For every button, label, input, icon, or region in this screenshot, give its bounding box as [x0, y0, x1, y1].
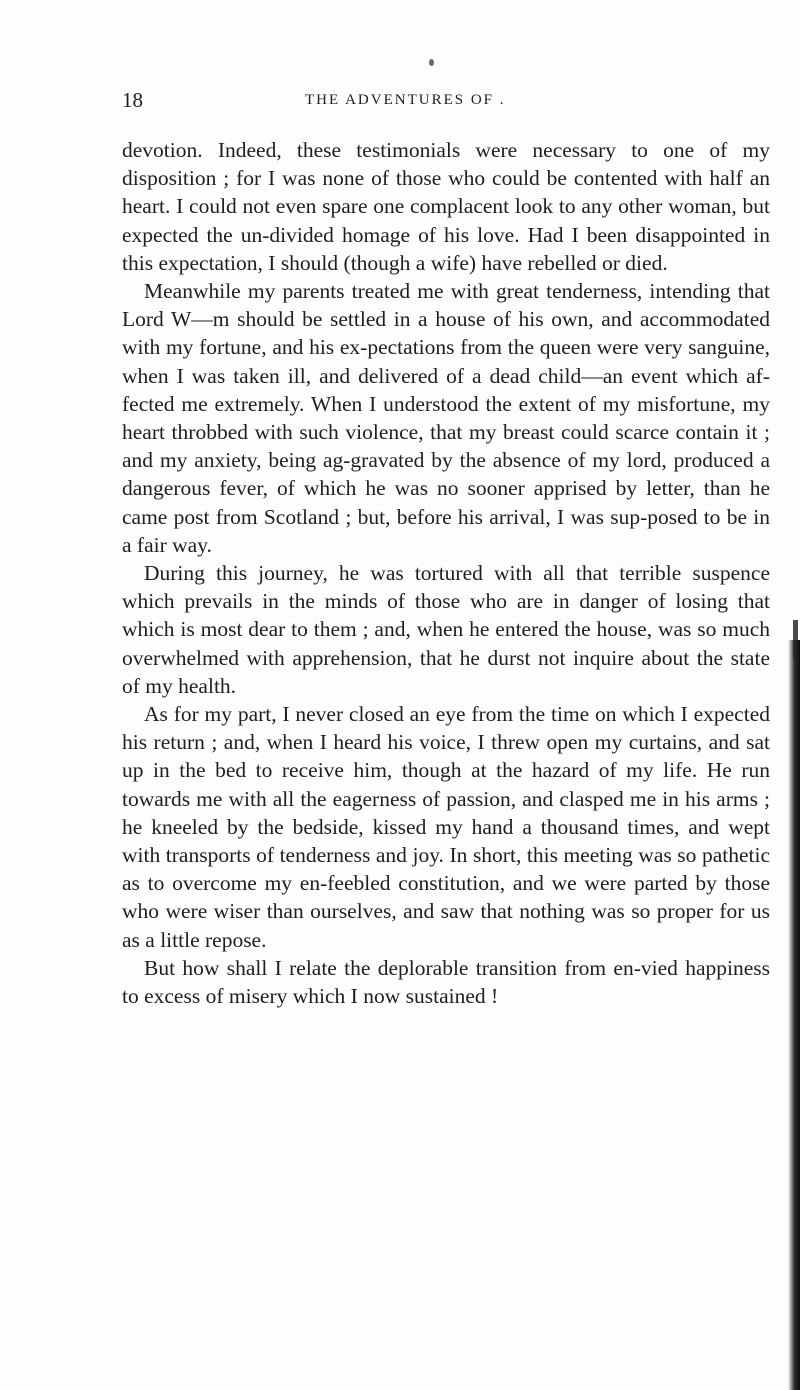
- running-head: [122, 88, 692, 118]
- ink-spot: [429, 59, 434, 66]
- paragraph: But how shall I relate the deplorable transition from en-vied happiness to excess of misery which I now sustained !: [122, 955, 770, 1009]
- running-title: THE ADVENTURES OF .: [305, 92, 506, 108]
- body-text: [122, 136, 770, 1010]
- paragraph: As for my part, I never closed an eye from the time on which I expected his return ; and, when I heard his voice, I threw open my curtains, and sat up in the bed to receive him, though at the hazard of my life. He run towards me with all the eagerness of passion, and clasped me in his arms ; he kneeled by the bedside, kissed my hand a thousand times, and wept with transports of tenderness and joy. In short, this meeting was so pathetic as to overcome my en-feebled constitution, and we were parted by those who were wiser than ourselves, and saw that nothing was so proper for us as a little repose.: [122, 702, 770, 952]
- paragraph: Meanwhile my parents treated me with great tenderness, intending that Lord W—m should be settled in a house of his own, and accommodated with my fortune, and his ex-pectations from the queen were very sanguine, when I was taken ill, and delivered of a dead child—an event which af-fected me extremely. When I understood the extent of my misfortune, my heart throbbed with such violence, that my breast could scarce contain it ; and my anxiety, being ag-gravated by the absence of my lord, produced a dangerous fever, of which he was no sooner apprised by letter, than he came post from Scotland ; but, before his arrival, I was sup-posed to be in a fair way.: [122, 279, 770, 557]
- page-edge-shadow: [788, 640, 800, 1390]
- paragraph: devotion. Indeed, these testimonials were necessary to one of my disposition ; for I was none of those who could be contented with half an heart. I could not even spare one complacent look to any other woman, but expected the un-divided homage of his love. Had I been disappointed in this expectation, I should (though a wife) have rebelled or died.: [122, 138, 770, 275]
- page-number: 18: [122, 88, 143, 112]
- paragraph: During this journey, he was tortured with all that terrible suspence which prevails in the minds of those who are in danger of losing that which is most dear to them ; and, when he entered the house, was so much overwhelmed with apprehension, that he durst not inquire about the state of my health.: [122, 561, 770, 698]
